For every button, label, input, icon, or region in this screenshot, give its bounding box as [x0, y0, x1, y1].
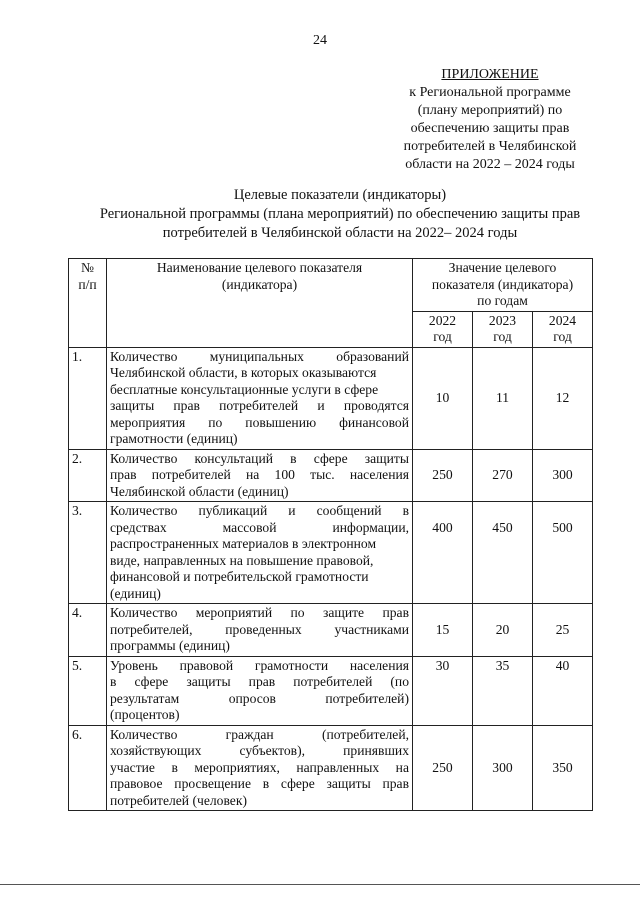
header-year-2023: 2023 год: [473, 311, 533, 347]
value-2023: 35: [473, 656, 533, 725]
indicator-name: Количество консультаций в сфере защиты прав потребителей на 100 тыс. населения Челябинской области (единиц): [107, 449, 413, 502]
value-2024: 25: [533, 604, 593, 657]
indicator-name: Количество мероприятий по защите прав потребителей, проведенных участниками программы (единиц): [107, 604, 413, 657]
appendix-heading: ПРИЛОЖЕНИЕ: [441, 67, 539, 82]
value-2022: 10: [413, 347, 473, 449]
value-2024: 300: [533, 449, 593, 502]
table-row: [69, 502, 593, 604]
header-year-2022: 2022 год: [413, 311, 473, 347]
page-number: 24: [313, 33, 327, 48]
table-row: [69, 449, 593, 502]
title-line: Региональной программы (плана мероприятий) по обеспечению защиты прав: [99, 206, 581, 222]
table-row: [69, 347, 593, 449]
value-2023: 300: [473, 725, 533, 811]
row-number: 3.: [69, 502, 107, 604]
row-number: 6.: [69, 725, 107, 811]
value-2023: 450: [473, 502, 533, 604]
appendix-line: потребителей в Челябинской: [403, 139, 577, 154]
value-2022: 30: [413, 656, 473, 725]
value-2024: 350: [533, 725, 593, 811]
title-line: Целевые показатели (индикаторы): [233, 187, 447, 203]
value-2024: 40: [533, 656, 593, 725]
indicator-name: Количество муниципальных образований Челябинской области, в которых оказываются бесплатные консультационные услуги в сфере защиты прав потребителей и проводятся мероприятия по повышению финансовой грамотности (единиц): [107, 347, 413, 449]
table-row: [69, 604, 593, 657]
table-header-row: [69, 259, 593, 312]
row-number: 1.: [69, 347, 107, 449]
value-2022: 250: [413, 725, 473, 811]
value-2023: 20: [473, 604, 533, 657]
appendix-line: к Региональной программе: [409, 85, 571, 100]
value-2022: 400: [413, 502, 473, 604]
value-2024: 12: [533, 347, 593, 449]
indicator-name: Количество публикаций и сообщений в средствах массовой информации, распространенных материалов в электронном виде, направленных на повышение правовой, финансовой и потребительской грамотности (единиц): [107, 502, 413, 604]
indicator-name: Уровень правовой грамотности населения в сфере защиты прав потребителей (по результатам опросов потребителей) (процентов): [107, 656, 413, 725]
indicators-table: [68, 258, 593, 811]
appendix-line: области на 2022 – 2024 годы: [405, 157, 575, 172]
title-line: потребителей в Челябинской области на 2022– 2024 годы: [162, 225, 518, 241]
indicator-name: Количество граждан (потребителей, хозяйствующих субъектов), принявших участие в мероприятиях, направленных на правовое просвещение в сфере защиты прав потребителей (человек): [107, 725, 413, 811]
table-row: [69, 725, 593, 811]
value-2022: 250: [413, 449, 473, 502]
header-year-2024: 2024 год: [533, 311, 593, 347]
row-number: 2.: [69, 449, 107, 502]
value-2024: 500: [533, 502, 593, 604]
value-2023: 270: [473, 449, 533, 502]
bottom-divider: [0, 884, 640, 885]
header-indicator-name: Наименование целевого показателя (индикатора): [107, 259, 413, 348]
document-title: [40, 186, 640, 243]
table-row: [69, 656, 593, 725]
appendix-line: (плану мероприятий) по: [417, 103, 563, 118]
value-2023: 11: [473, 347, 533, 449]
row-number: 4.: [69, 604, 107, 657]
appendix-line: обеспечению защиты прав: [410, 121, 570, 136]
header-number: № п/п: [69, 259, 107, 348]
value-2022: 15: [413, 604, 473, 657]
appendix-block: [370, 66, 610, 174]
header-target-value: Значение целевого показателя (индикатора) по годам: [413, 259, 593, 312]
row-number: 5.: [69, 656, 107, 725]
